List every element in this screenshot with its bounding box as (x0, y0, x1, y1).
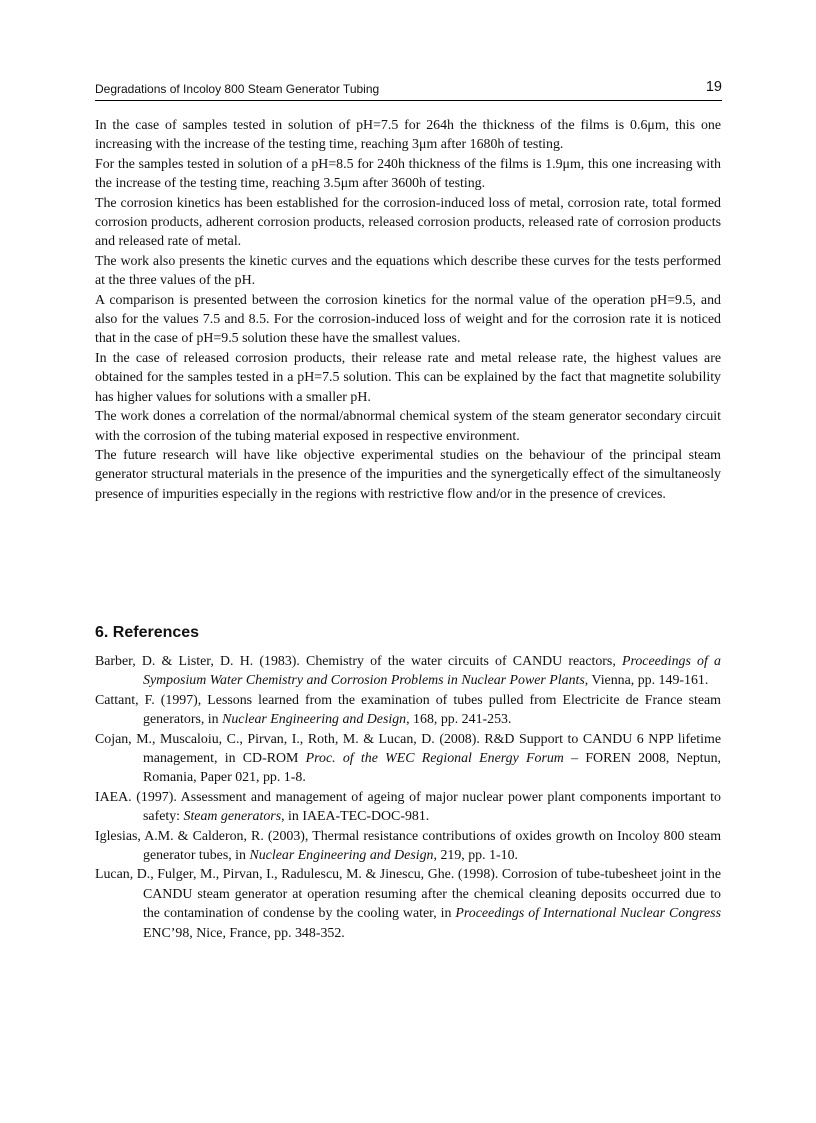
body-paragraph: The work dones a correlation of the normal/abnormal chemical system of the steam generator secondary circuit with the corrosion of the tubing material exposed in respective environment. (95, 409, 721, 444)
running-title: Degradations of Incoloy 800 Steam Generator Tubing (95, 82, 380, 96)
body-paragraph: The work also presents the kinetic curves and the equations which describe these curves for the tests performed at the three values of the pH. (95, 253, 721, 289)
references-heading: 6. References (95, 624, 200, 641)
body-paragraph: In the case of samples tested in solution of pH=7.5 for 264h the thickness of the films is 0.6μm, this one increasing with the increase of the testing time, reaching 3μm after 1680h of testing. (95, 118, 721, 153)
body-paragraph: For the samples tested in solution of a pH=8.5 for 240h thickness of the films is 1.9μm, this one increasing with the increase of the testing time, reaching 3.5μm after 3600h of testing. (95, 156, 721, 192)
body-text (95, 116, 721, 504)
reference-entry: Lucan, D., Fulger, M., Pirvan, I., Radulescu, M. & Jinescu, Ghe. (1998). Corrosion of tube-tubesheet joint in the CANDU steam generator at operation resuming after the chemical cleaning deposits occurred due to the contamination of condense by the cooling water, in Proceedings of International Nuclear Congress ENC’98, Nice, France, pp. 348-352. (95, 867, 721, 941)
reference-entry: Iglesias, A.M. & Calderon, R. (2003), Thermal resistance contributions of oxides growth on Incoloy 800 steam generator tubes, in Nuclear Engineering and Design, 219, pp. 1-10. (95, 828, 721, 864)
body-paragraph: The future research will have like objective experimental studies on the behaviour of the principal steam generator structural materials in the presence of the impurities and the synergetically effect of the simultaneosly presence of impurities especially in the regions with restrictive flow and/or in the presence of crevices. (95, 447, 721, 502)
body-paragraph: A comparison is presented between the corrosion kinetics for the normal value of the operation pH=9.5, and also for the values 7.5 and 8.5. For the corrosion-induced loss of weight and for the corrosion rate it is noticed that in the case of pH=9.5 solution these have the smallest values. (95, 292, 721, 347)
reference-entry: Cojan, M., Muscaloiu, C., Pirvan, I., Roth, M. & Lucan, D. (2008). R&D Support to CANDU 6 NPP lifetime management, in CD-ROM Proc. of the WEC Regional Energy Forum – FOREN 2008, Neptun, Romania, Paper 021, pp. 1-8. (95, 731, 722, 786)
page-number: 19 (705, 79, 722, 95)
reference-entry: Cattant, F. (1997), Lessons learned from the examination of tubes pulled from Electricite de France steam generators, in Nuclear Engineering and Design, 168, pp. 241-253. (95, 692, 721, 728)
reference-entry: IAEA. (1997). Assessment and management of ageing of major nuclear power plant components important to safety: Steam generators, in IAEA-TEC-DOC-981. (95, 789, 721, 825)
body-paragraph: The corrosion kinetics has been established for the corrosion-induced loss of metal, corrosion rate, total formed corrosion products, adherent corrosion products, released corrosion products, released rate of corrosion products and released rate of metal. (95, 195, 721, 250)
reference-entry: Barber, D. & Lister, D. H. (1983). Chemistry of the water circuits of CANDU reactors, Proceedings of a Symposium Water Chemistry and Corrosion Problems in Nuclear Power Plants, Vienna, pp. 149-161. (95, 654, 721, 689)
body-paragraph: In the case of released corrosion products, their release rate and metal release rate, the highest values are obtained for the samples tested in a pH=7.5 solution. This can be explained by the fact that magnetite solubility has higher values for solutions with a smaller pH. (95, 350, 721, 405)
reference-list (95, 652, 721, 943)
running-header (95, 80, 722, 101)
